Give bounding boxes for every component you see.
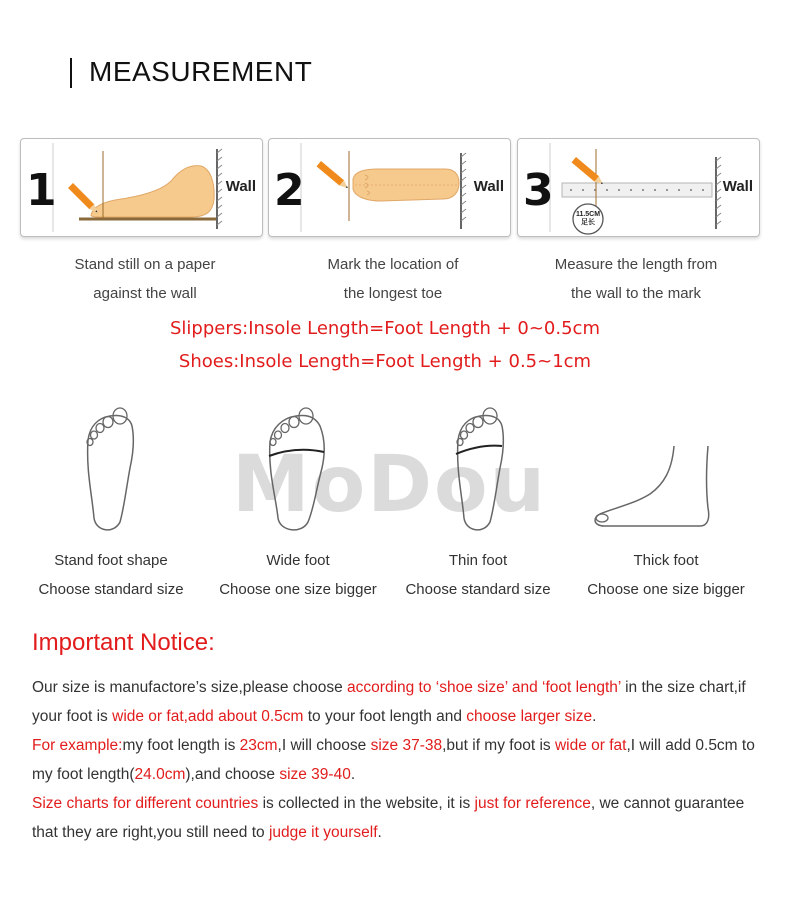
notice-text: . xyxy=(592,708,597,725)
step-3-caption-line-2: the wall to the mark xyxy=(570,285,702,302)
thin-foot-icon xyxy=(440,400,520,540)
step-1-wall-label: Wall xyxy=(225,178,256,195)
notice-title: Important Notice: xyxy=(32,629,215,656)
thick-foot-advice: Choose one size bigger xyxy=(587,581,745,598)
notice-highlight: choose larger size xyxy=(466,708,593,725)
step-2-caption-line-2: the longest toe xyxy=(343,285,443,302)
notice-highlight: 23cm xyxy=(239,737,278,754)
notice-text: , we cannot guarantee that they are right,you still need to xyxy=(32,795,745,841)
step-1-caption xyxy=(20,250,270,308)
step-3-measure-sub: 足长 xyxy=(581,219,595,226)
notice-paragraph-3 xyxy=(32,789,772,847)
notice-highlight: judge it yourself xyxy=(268,824,378,841)
notice-body xyxy=(32,673,772,847)
thick-foot-icon xyxy=(590,400,730,540)
stand-foot-icon xyxy=(70,400,150,540)
notice-text: Our size is manufactore’s size,please choose xyxy=(32,679,348,696)
notice-highlight: just for reference xyxy=(474,795,591,812)
step-2-number: 2 xyxy=(274,165,305,216)
page-title: MEASUREMENT xyxy=(89,56,313,87)
step-1-number: 1 xyxy=(26,165,57,216)
wide-foot-type: Wide foot xyxy=(266,552,330,569)
wide-foot-advice: Choose one size bigger xyxy=(219,581,377,598)
step-3-caption xyxy=(511,250,761,308)
step-2-caption xyxy=(268,250,518,308)
brand-watermark: MoDou xyxy=(232,440,548,530)
notice-text: is collected in the website, it is xyxy=(258,795,475,812)
notice-text: in the size chart,if your foot is xyxy=(32,679,746,725)
title-accent-bar xyxy=(70,58,72,88)
notice-text: my foot length is xyxy=(122,737,240,754)
shoes-formula: Shoes:Insole Length=Foot Length + 0.5~1cm xyxy=(178,351,592,372)
notice-highlight: Size charts for different countries xyxy=(32,795,259,812)
stand-foot-type: Stand foot shape xyxy=(54,552,168,569)
stand-foot-advice: Choose standard size xyxy=(38,581,184,598)
notice-highlight: For example: xyxy=(32,737,123,754)
thick-foot-type: Thick foot xyxy=(633,552,699,569)
thin-foot-type: Thin foot xyxy=(448,552,508,569)
notice-text: . xyxy=(377,824,382,841)
notice-text: ),and choose xyxy=(185,766,280,783)
notice-text: ,I will choose xyxy=(277,737,371,754)
notice-text: ,but if my foot is xyxy=(442,737,555,754)
notice-highlight: size 37-38 xyxy=(370,737,443,754)
step-3-wall-label: Wall xyxy=(722,178,753,195)
step-1-caption-line-1: Stand still on a paper xyxy=(74,256,216,273)
thick-foot-caption xyxy=(566,546,766,604)
notice-text: ,I will add 0.5cm to my foot length( xyxy=(32,737,755,783)
step-1-panel xyxy=(20,138,263,237)
notice-paragraph-1 xyxy=(32,673,772,731)
notice-highlight: wide or fat xyxy=(554,737,627,754)
notice-highlight: size 39-40 xyxy=(279,766,351,783)
notice-highlight: wide or fat,add about 0.5cm xyxy=(112,708,304,725)
step-1-caption-line-2: against the wall xyxy=(93,285,197,302)
step-3-measure-tag xyxy=(573,211,603,227)
step-3-number: 3 xyxy=(523,165,554,216)
notice-highlight: 24.0cm xyxy=(134,766,186,783)
step-2-wall-label: Wall xyxy=(473,178,504,195)
step-3-measure-value: 11.5CM xyxy=(575,211,601,218)
step-2-caption-line-1: Mark the location of xyxy=(327,256,459,273)
thin-foot-caption xyxy=(378,546,578,604)
notice-text: . xyxy=(350,766,356,783)
wide-foot-caption xyxy=(198,546,398,604)
stand-foot-caption xyxy=(11,546,211,604)
thin-foot-advice: Choose standard size xyxy=(405,581,551,598)
slippers-formula: Slippers:Insole Length=Foot Length + 0~0.5cm xyxy=(170,318,600,339)
step-2-panel xyxy=(268,138,511,237)
wide-foot-icon xyxy=(258,400,338,540)
notice-paragraph-2 xyxy=(32,731,772,789)
notice-highlight: according to ‘shoe size’ and ‘foot length’ xyxy=(347,679,621,696)
step-3-caption-line-1: Measure the length from xyxy=(554,256,718,273)
notice-text: to your foot length and xyxy=(303,708,467,725)
step-3-panel xyxy=(517,138,760,237)
